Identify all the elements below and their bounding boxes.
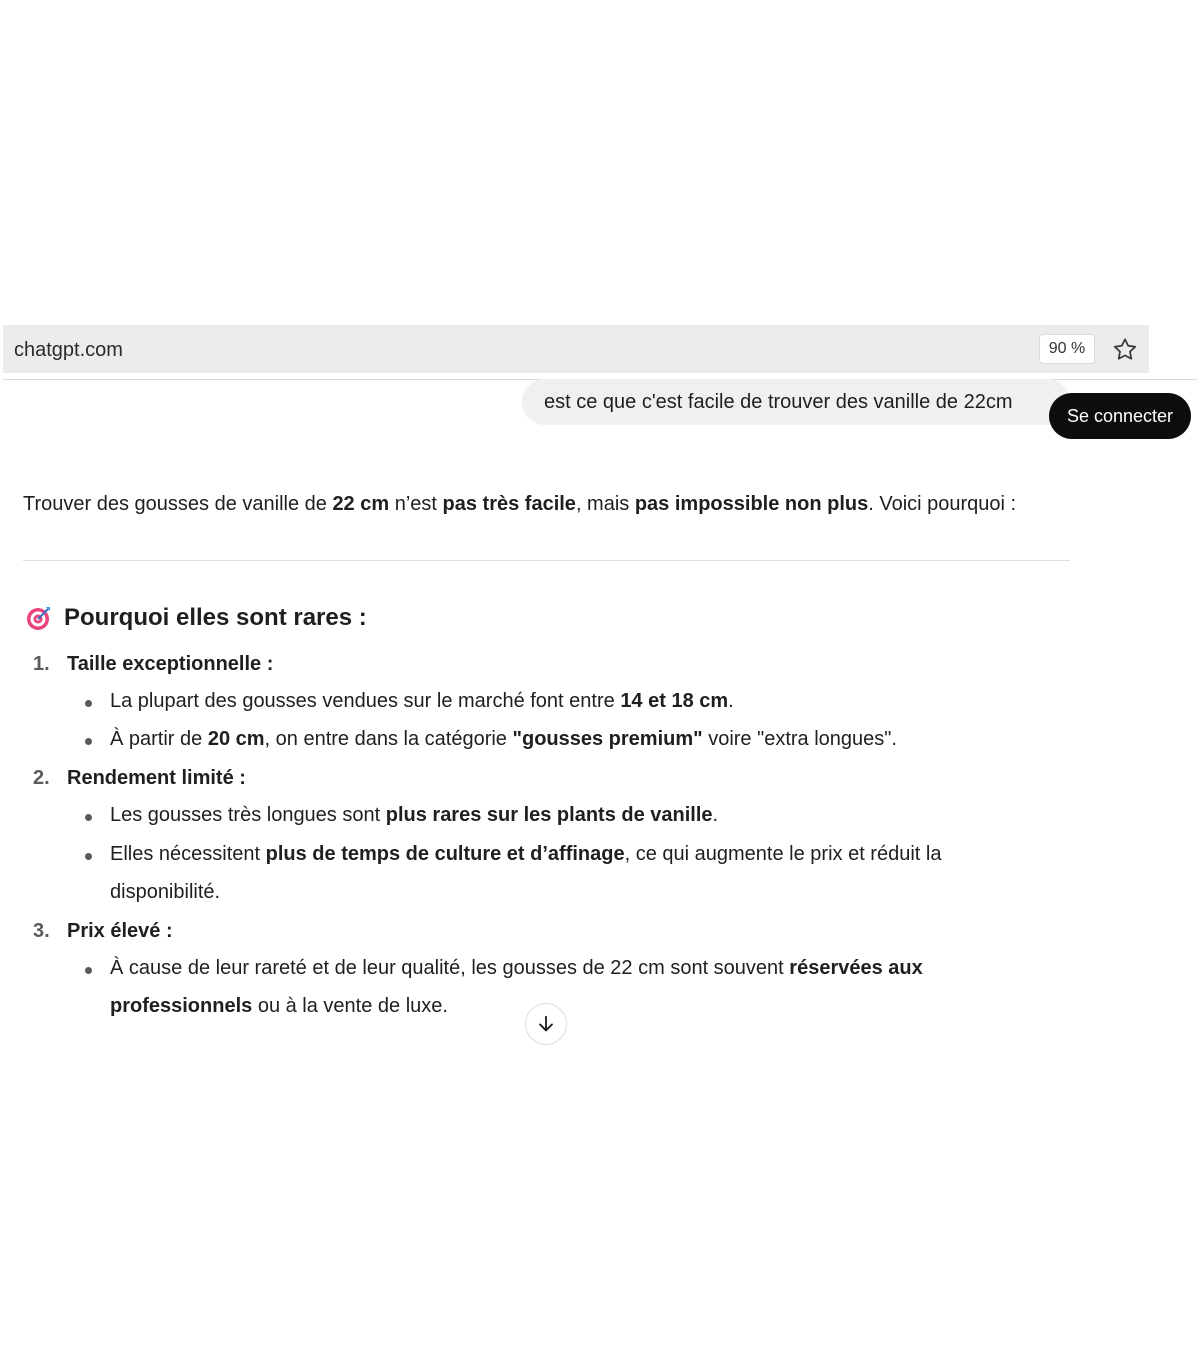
list-item [110,843,941,866]
url-text[interactable]: chatgpt.com [14,339,123,361]
bullet [85,738,92,745]
list-item-title: Prix élevé : [67,920,173,942]
user-message-bubble [522,379,1070,425]
bookmark-star-icon[interactable] [1111,336,1139,364]
zoom-badge[interactable]: 90 % [1039,334,1095,364]
scroll-down-button[interactable] [525,1003,567,1045]
list-number: 2. [33,767,50,789]
user-message-text: est ce que c'est facile de trouver des vanille de 22cm [544,391,1013,413]
answer-intro [23,493,1016,516]
text-run: n’est [389,493,443,515]
bullet [85,814,92,821]
list-item-continuation [110,995,448,1018]
heading-text: Pourquoi elles sont rares : [64,604,367,631]
target-emoji-icon [25,604,53,632]
bullet [85,853,92,860]
section-heading [25,604,367,632]
text-run: À partir de [110,728,208,750]
bullet [85,967,92,974]
list-item [110,804,718,827]
bold-run: pas très facile [442,493,576,515]
list-item-title: Taille exceptionnelle : [67,653,274,675]
bold-run: réservées aux [789,957,923,979]
text-run: voire "extra longues". [702,728,897,750]
bold-run: pas impossible non plus [634,493,869,515]
text-run: ou à la vente de luxe. [252,995,448,1017]
bold-run: 22 cm [332,493,390,515]
list-number: 1. [33,653,50,675]
text-run: . [728,690,734,712]
login-button[interactable]: Se connecter [1049,393,1191,439]
list-item [110,957,923,980]
bold-run: professionnels [110,995,253,1017]
bold-run: plus de temps de culture et d’affinage [265,843,625,865]
text-run: À cause de leur rareté et de leur qualité, les gousses de 22 cm sont souvent [110,957,790,979]
bold-run: 20 cm [207,728,265,750]
text-run: . [712,804,719,826]
list-item-continuation: disponibilité. [110,881,221,903]
section-divider [23,560,1070,561]
list-number: 3. [33,920,50,942]
list-item-title: Rendement limité : [67,767,246,789]
address-bar[interactable] [3,325,1149,373]
bold-run: 14 et 18 cm [620,690,729,712]
text-run: , ce qui augmente le prix et réduit la [624,843,942,865]
arrow-down-icon [535,1013,557,1035]
text-run: , mais [575,493,635,515]
text-run: La plupart des gousses vendues sur le marché font entre [110,690,621,712]
text-run: Elles nécessitent [110,843,266,865]
bullet [85,700,92,707]
bold-run: plus rares sur les plants de vanille [385,804,713,826]
text-run: , on entre dans la catégorie [264,728,513,750]
list-item [110,690,734,713]
list-item [110,728,897,751]
text-run: . Voici pourquoi : [868,493,1017,515]
text-run: Trouver des gousses de vanille de [23,493,333,515]
text-run: Les gousses très longues sont [110,804,386,826]
bold-run: "gousses premium" [512,728,703,750]
